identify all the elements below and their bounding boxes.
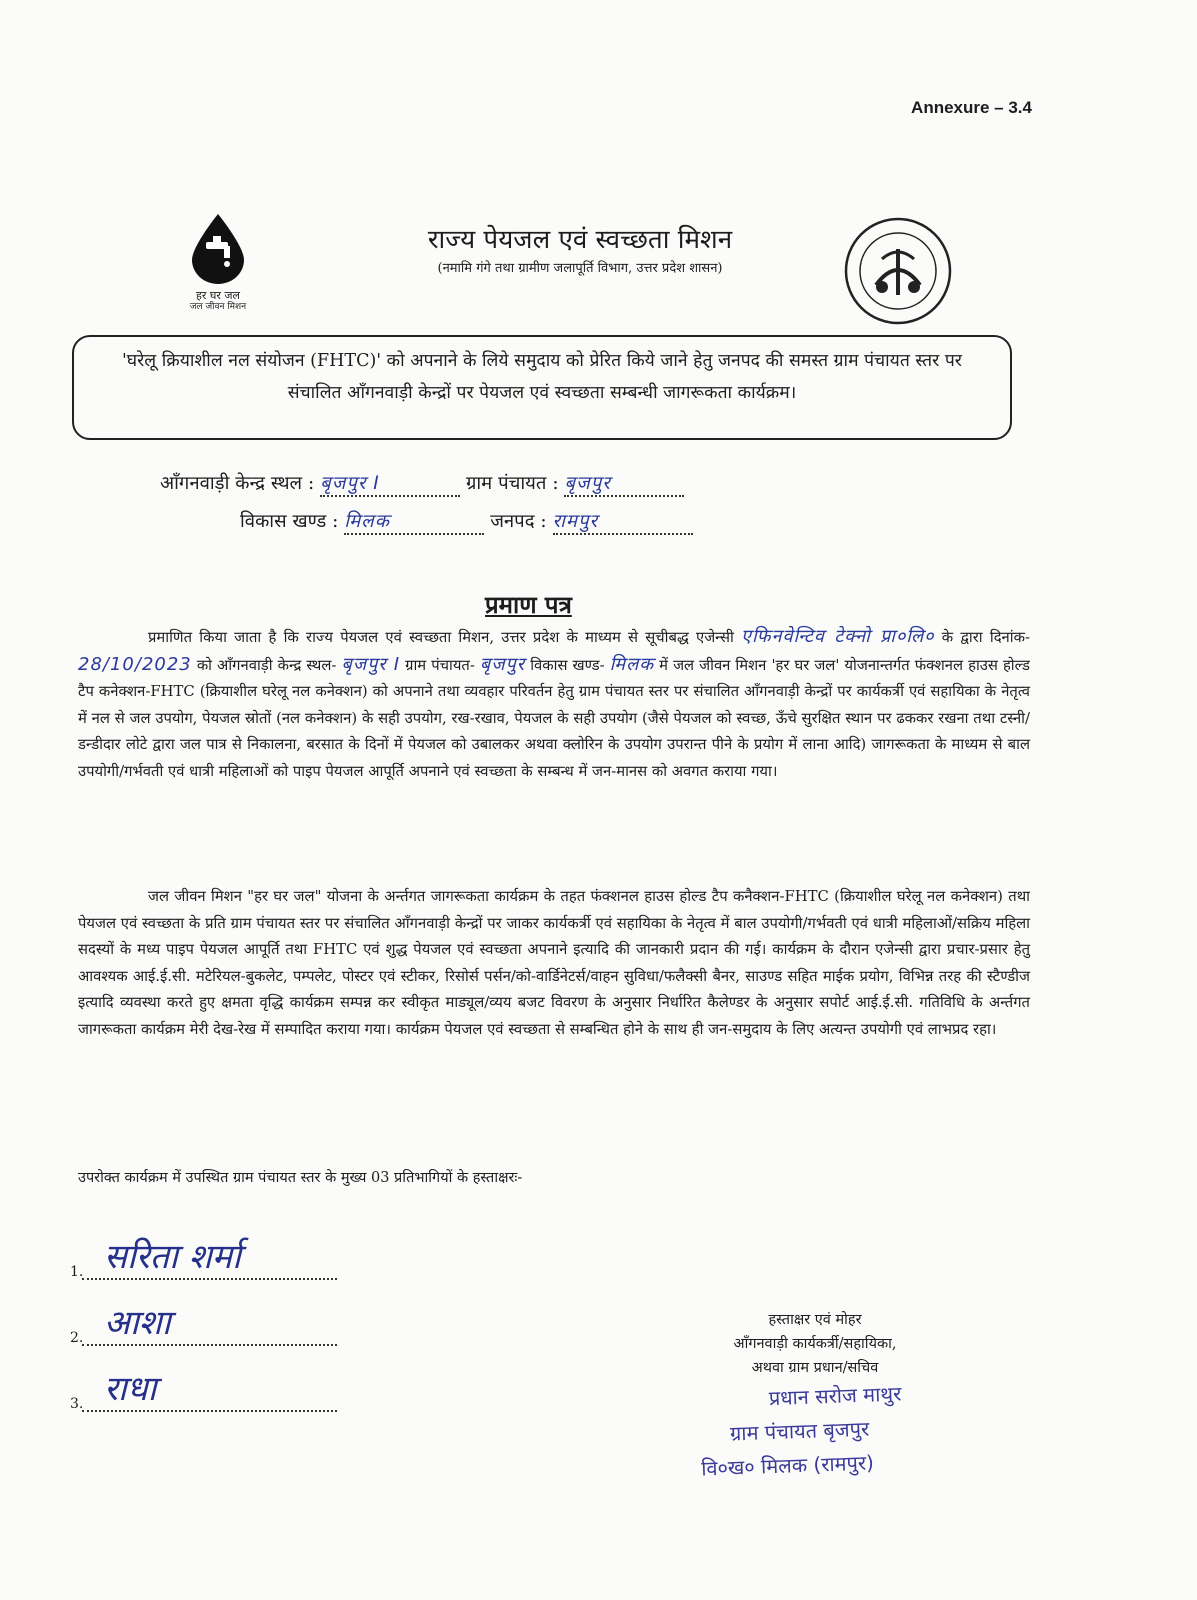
certificate-paragraph-2: जल जीवन मिशन "हर घर जल" योजना के अर्न्तगत जागरूकता कार्यक्रम के तहत फंक्शनल हाउस होल्ड टैप कनैक्शन-FHTC (क्रियाशील घरेलू नल कनेक्शन) तथा पेयजल एवं स्वच्छता के प्रति ग्राम पंचायत स्तर पर संचालित आँगनवाड़ी केन्द्रों पर जाकर कार्यकर्त्री एवं सहायिका के नेतृत्व में बाल उपयोगी/गर्भवती एवं धात्री महिलाओं/सक्रिय महिला सदस्यों के मध्य पाइप पेयजल आपूर्ति तथा FHTC एवं शुद्ध पेयजल एवं स्वच्छता अपनाने इत्यादि की जानकारी प्रदान की गई। कार्यक्रम के दौरान एजेन्सी द्वारा प्रचार-प्रसार हेतु आवश्यक आई.ई.सी. मटेरियल-बुकलेट, पम्पलेट, पोस्टर एवं स्टीकर, रिसोर्स पर्सन/को-वार्डिनेटर्स/वाहन सुविधा/फलैक्सी बैनर, साउण्ड सहित माईक प्रयोग, विभिन्न तरह की स्टैण्डीज इत्यादि व्यवस्था करते हुए क्षमता वृद्धि कार्यक्रम सम्पन्न कर स्वीकृत माड्यूल/व्यय बजट विवरण के अनुसार निर्धारित कैलेण्डर के अनुसार सपोर्ट आई.ई.सी. गतिविधि के अर्न्तगत जागरूकता कार्यक्रम मेरी देख-रेख में सम्पादित कराया गया। कार्यक्रम पेयजल एवं स्वच्छता से सम्बन्धित होने के साथ ही जन-समुदाय के लिए अत्यन्त उपयोगी एवं लाभप्रद रहा। bbox=[78, 888, 1030, 1038]
agency-name: एफिनवेन्टिव टेक्नो प्रा०लि० bbox=[741, 626, 935, 647]
participant-signature-3: 3. राधा bbox=[70, 1390, 337, 1412]
up-government-seal bbox=[842, 215, 954, 331]
logo-caption-sub: जल जीवन मिशन bbox=[189, 302, 247, 312]
seal-emblem-icon bbox=[842, 215, 954, 327]
stamp-line-3: वि०ख० मिलक (रामपुर) bbox=[700, 1450, 875, 1481]
certificate-title: प्रमाण पत्र bbox=[485, 590, 572, 619]
har-ghar-jal-logo bbox=[168, 212, 268, 312]
annexure-label: Annexure – 3.4 bbox=[911, 98, 1032, 117]
program-date: 28/10/2023 bbox=[78, 653, 192, 675]
signature-intro: उपरोक्त कार्यक्रम में उपस्थित ग्राम पंचायत स्तर के मुख्य 03 प्रतिभागियों के हस्ताक्षरः- bbox=[78, 1170, 523, 1186]
participant-name-2: आशा bbox=[104, 1303, 171, 1343]
certificate-paragraph-1: प्रमाणित किया जाता है कि राज्य पेयजल एवं स्वच्छता मिशन, उत्तर प्रदेश के माध्यम से सूचीबद्ध एजेन्सी एफिनवेन्टिव टेक्नो प्रा०लि० के द्वारा दिनांक- 28/10/2023 को आँगनवाड़ी केन्द्र स्थल- बृजपुर I ग्राम पंचायत- बृजपुर विकास खण्ड- मिलक में जल जीवन मिशन 'हर घर जल' योजनान्तर्गत फंक्शनल हाउस होल्ड टैप कनेक्शन-FHTC (क्रियाशील घरेलू नल कनेक्शन) को अपनाने तथा व्यवहार परिवर्तन हेतु ग्राम पंचायत स्तर पर संचालित आँगनवाड़ी केन्द्रों पर कार्यकर्त्री एवं सहायिका के नेतृत्व में नल से जल उपयोग, पेयजल स्रोतों (नल कनेक्शन) के सही उपयोग, रख-रखाव, पेयजल के सही उपयोग (जैसे पेयजल को स्वच्छ, ऊँचे सुरक्षित स्थान पर ढककर रखना तथा टस्नी/डन्डीदार लोटे द्वारा जल पात्र से निकालना, बरसात के दिनों में पेयजल को उबालकर अथवा क्लोरिन के उपयोग उपरान्त पीने के प्रयोग में लाना आदि) जागरूकता के माध्यम से बाल उपयोगी/गर्भवती एवं धात्री महिलाओं को पाइप पेयजल आपूर्ति अपनाने एवं स्वच्छता के सम्बन्ध में जन-मानस को अवगत कराया गया। bbox=[78, 626, 1030, 780]
district-label: जनपद : bbox=[490, 511, 547, 532]
organisation-title: राज्य पेयजल एवं स्वच्छता मिशन bbox=[427, 225, 733, 255]
signature-stamp-caption: हस्ताक्षर एवं मोहर आँगनवाड़ी कार्यकर्त्री/सहायिका, अथवा ग्राम प्रधान/सचिव bbox=[733, 1312, 897, 1376]
gram-panchayat-inline: बृजपुर bbox=[479, 653, 526, 675]
participant-name-1: सरिता शर्मा bbox=[104, 1237, 241, 1277]
block-field-row bbox=[240, 508, 693, 535]
program-description-box: 'घरेलू क्रियाशील नल संयोजन (FHTC)' को अपनाने के लिये समुदाय को प्रेरित किये जाने हेतु जनपद की समस्त ग्राम पंचायत स्तर पर संचालित आँगनवाड़ी केन्द्रों पर पेयजल एवं स्वच्छता सम्बन्धी जागरूकता कार्यक्रम। bbox=[72, 335, 1012, 440]
district-value: रामपुर bbox=[552, 511, 599, 532]
gram-panchayat-value: बृजपुर bbox=[564, 473, 611, 494]
centre-label: आँगनवाड़ी केन्द्र स्थल : bbox=[160, 473, 315, 494]
gram-panchayat-label: ग्राम पंचायत : bbox=[465, 473, 559, 494]
block-inline: मिलक bbox=[609, 653, 655, 675]
stamp-line-2: ग्राम पंचायत बृजपुर bbox=[729, 1416, 870, 1446]
participant-signature-2: 2. आशा bbox=[70, 1324, 337, 1346]
organisation-subtitle: (नमामि गंगे तथा ग्रामीण जलापूर्ति विभाग, उत्तर प्रदेश शासन) bbox=[437, 261, 723, 276]
centre-value: बृजपुर I bbox=[320, 473, 380, 494]
block-value: मिलक bbox=[344, 511, 390, 532]
water-drop-tap-icon bbox=[186, 212, 250, 284]
centre-inline: बृजपुर I bbox=[341, 653, 401, 675]
participant-name-3: राधा bbox=[104, 1369, 157, 1409]
centre-field-row bbox=[160, 470, 684, 497]
stamp-line-1: प्रधान सरोज माथुर bbox=[768, 1381, 902, 1411]
pradhan-stamp bbox=[698, 1376, 904, 1485]
logo-caption: हर घर जल bbox=[196, 289, 240, 302]
block-label: विकास खण्ड : bbox=[240, 511, 339, 532]
participant-signature-1: 1. सरिता शर्मा bbox=[70, 1258, 337, 1280]
